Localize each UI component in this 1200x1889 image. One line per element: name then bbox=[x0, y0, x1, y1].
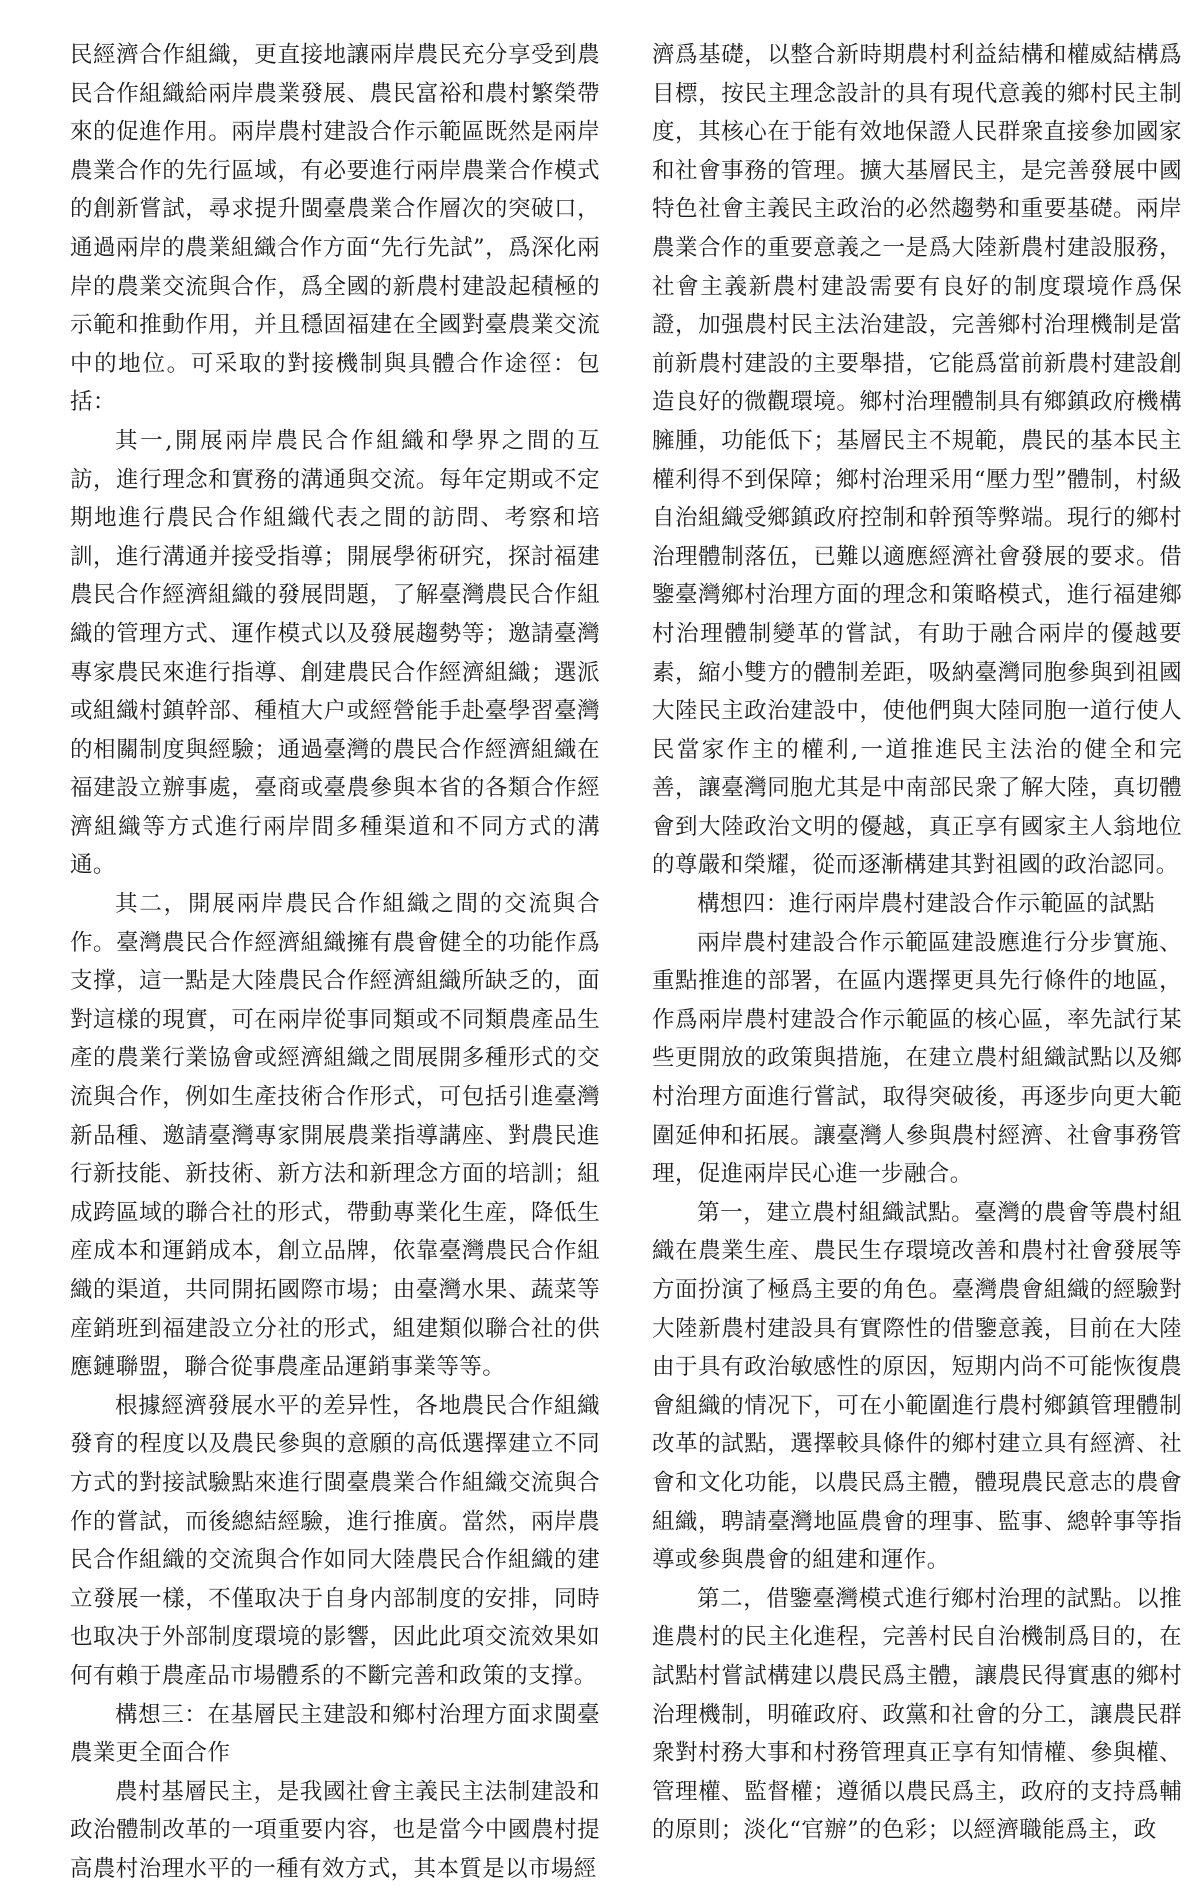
left-column bbox=[70, 36, 600, 1889]
section-heading-idea-four: 構想四：進行兩岸農村建設合作示範區的試點 bbox=[697, 891, 1156, 918]
paragraph-second-village-governance: 第二，借鑒臺灣模式進行鄉村治理的試點。以推進農村的民主化進程，完善村民自治機制爲目的，在試點村嘗試構建以農民爲主體，讓農民得實惠的鄉村治理機制，明確政府、政黨和社會的分工，讓農民群衆對村務大事和村務管理真正享有知情權、參與權、管理權、監督權；遵循以農民爲主，政府的支持爲輔的原則；淡化“官辦”的色彩；以經濟職能爲主，政 bbox=[652, 1585, 1182, 1844]
paragraph-continuation: 民經濟合作組織，更直接地讓兩岸農民充分享受到農民合作組織給兩岸農業發展、農民富裕和農村繁榮帶來的促進作用。兩岸農村建設合作示範區既然是兩岸農業合作的先行區域，有必要進行兩岸農業合作模式的創新嘗試，尋求提升閩臺農業合作層次的突破口，通過兩岸的農業組織合作方面“先行先試”，爲深化兩岸的農業交流與合作，爲全國的新農村建設起積極的示範和推動作用，并且穩固福建在全國對臺農業交流中的地位。可采取的對接機制與具體合作途徑：包括： bbox=[70, 42, 600, 416]
paragraph-continuation-right: 濟爲基礎，以整合新時期農村利益結構和權威結構爲目標，按民主理念設計的具有現代意義的鄉村民主制度，其核心在于能有效地保證人民群衆直接參加國家和社會事務的管理。擴大基層民主，是完善發展中國特色社會主義民主政治的必然趨勢和重要基礎。兩岸農業合作的重要意義之一是爲大陸新農村建設服務，社會主義新農村建設需要有良好的制度環境作爲保證，加强農村民主法治建設，完善鄉村治理機制是當前新農村建設的主要舉措，它能爲當前新農村建設創造良好的微觀環境。鄉村治理體制具有鄉鎮政府機構臃腫，功能低下；基層民主不規範，農民的基本民主權利得不到保障；鄉村治理采用“壓力型”體制，村級自治組織受鄉鎮政府控制和幹預等弊端。現行的鄉村治理體制落伍，已難以適應經濟社會發展的要求。借鑒臺灣鄉村治理方面的理念和策略模式，進行福建鄉村治理體制變革的嘗試，有助于融合兩岸的優越要素，縮小雙方的體制差距，吸納臺灣同胞參與到祖國大陸民主政治建設中，使他們與大陸同胞一道行使人民當家作主的權利,一道推進民主法治的健全和完善，讓臺灣同胞尤其是中南部民衆了解大陸，真切體會到大陸政治文明的優越，真正享有國家主人翁地位的尊嚴和榮耀，從而逐漸構建其對祖國的政治認同。 bbox=[652, 42, 1182, 879]
paragraph-first-rural-organization: 第一，建立農村組織試點。臺灣的農會等農村組織在農業生産、農民生存環境改善和農村社會發展等方面扮演了極爲主要的角色。臺灣農會組織的經驗對大陸新農村建設具有實際性的借鑒意義，目前在大陸由于具有政治敏感性的原因，短期内尚不可能恢復農會組織的情况下，可在小範圍進行農村鄉鎮管理體制改革的試點，選擇較具條件的鄉村建立具有經濟、社會和文化功能，以農民爲主體，體現農民意志的農會組織，聘請臺灣地區農會的理事、監事、總幹事等指導或參與農會的組建和運作。 bbox=[652, 1199, 1182, 1574]
paragraph-grassroots-democracy: 農村基層民主，是我國社會主義民主法制建設和政治體制改革的一項重要内容，也是當今中國農村提高農村治理水平的一種有效方式，其本質是以市場經 bbox=[70, 1778, 600, 1882]
right-column bbox=[652, 36, 1182, 1850]
paragraph-item-one: 其一,開展兩岸農民合作組織和學界之間的互訪，進行理念和實務的溝通與交流。每年定期或不定期地進行農民合作組織代表之間的訪問、考察和培訓，進行溝通并接受指導；開展學術研究，探討福建農民合作經濟組織的發展問題，了解臺灣農民合作組織的管理方式、運作模式以及發展趨勢等；邀請臺灣專家農民來進行指導、創建農民合作經濟組織；選派或組織村鎮幹部、種植大户或經營能手赴臺學習臺灣的相關制度與經驗；通過臺灣的農民合作經濟組織在福建設立辦事處，臺商或臺農參與本省的各類合作經濟組織等方式進行兩岸間多種渠道和不同方式的溝通。 bbox=[70, 427, 600, 879]
section-heading-idea-three: 構想三：在基層民主建設和鄉村治理方面求閩臺農業更全面合作 bbox=[70, 1701, 600, 1767]
paragraph-item-two: 其二，開展兩岸農民合作組織之間的交流與合作。臺灣農民合作經濟組織擁有農會健全的功能作爲支撑，這一點是大陸農民合作經濟組織所缺乏的，面對這樣的現實，可在兩岸從事同類或不同類農產品生產的農業行業協會或經濟組織之間展開多種形式的交流與合作，例如生產技術合作形式，可包括引進臺灣新品種、邀請臺灣專家開展農業指導講座、對農民進行新技能、新技術、新方法和新理念方面的培訓；組成跨區域的聯合社的形式，帶動專業化生産，降低生産成本和運銷成本，創立品牌，依靠臺灣農民合作組織的渠道，共同開拓國際市場；由臺灣水果、蔬菜等産銷班到福建設立分社的形式，組建類似聯合社的供應鏈聯盟，聯合從事農產品運銷事業等等。 bbox=[70, 891, 600, 1381]
paragraph-demonstration-zone: 兩岸農村建設合作示範區建設應進行分步實施、重點推進的部署，在區内選擇更具先行條件的地區，作爲兩岸農村建設合作示範區的核心區，率先試行某些更開放的政策與措施，在建立農村組織試點以及鄉村治理方面進行嘗試，取得突破後，再逐步向更大範圍延伸和拓展。讓臺灣人參與農村經濟、社會事務管理，促進兩岸民心進一步融合。 bbox=[652, 929, 1182, 1188]
paragraph-economic-level: 根據經濟發展水平的差异性，各地農民合作組織發育的程度以及農民參與的意願的高低選擇建立不同方式的對接試驗點來進行閩臺農業合作組織交流與合作的嘗試，而後總結經驗，進行推廣。當然，兩岸農民合作組織的交流與合作如同大陸農民合作組織的建立發展一樣，不僅取决于自身内部制度的安排，同時也取决于外部制度環境的影響，因此此項交流效果如何有賴于農產品市場體系的不斷完善和政策的支撑。 bbox=[70, 1392, 600, 1689]
